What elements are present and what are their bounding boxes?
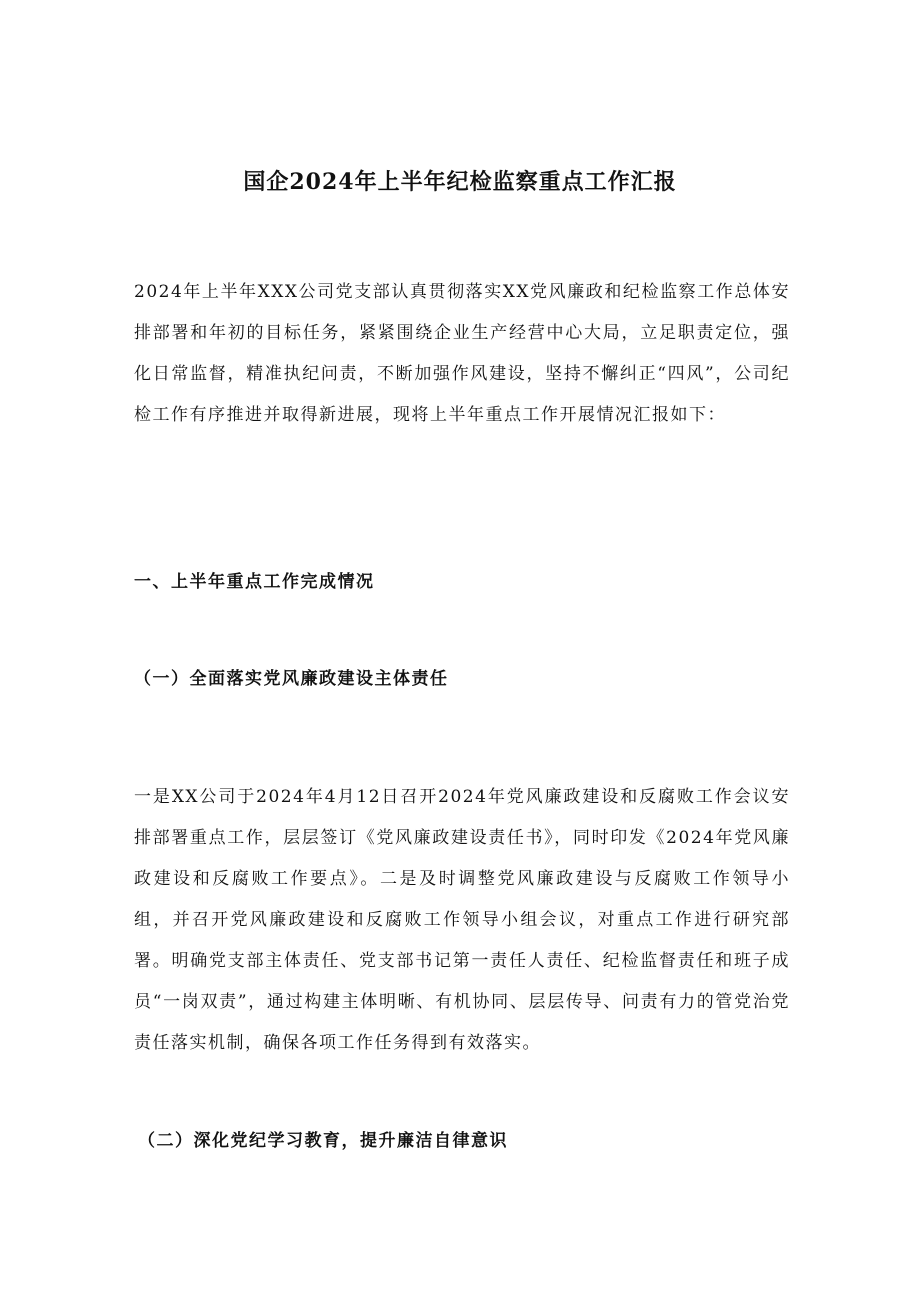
subsection-heading-2: （二）深化党纪学习教育，提升廉洁自律意识 <box>138 1131 508 1151</box>
subsection-heading-1: （一）全面落实党风廉政建设主体责任 <box>134 669 449 689</box>
subsection-1-paragraph: 一是XX公司于2024年4月12日召开2024年党风廉政建设和反腐败工作会议安排部署重点工作，层层签订《党风廉政建设责任书》，同时印发《2024年党风廉政建设和反腐败工作要点》。二是及时调整党风廉政建设与反腐败工作领导小组，并召开党风廉政建设和反腐败工作领导小组会议，对重点工作进行研究部署。明确党支部主体责任、党支部书记第一责任人责任、纪检监督责任和班子成员“一岗双责”，通过构建主体明晰、有机协同、层层传导、问责有力的管党治党责任落实机制，确保各项工作任务得到有效落实。 <box>134 787 790 1053</box>
intro-paragraph: 2024年上半年XXX公司党支部认真贯彻落实XX党风廉政和纪检监察工作总体安排部署和年初的目标任务，紧紧围绕企业生产经营中心大局，立足职责定位，强化日常监督，精准执纪问责，不断加强作风建设，坚持不懈纠正“四风”，公司纪检工作有序推进并取得新进展，现将上半年重点工作开展情况汇报如下： <box>134 282 790 425</box>
document-title: 国企2024年上半年纪检监察重点工作汇报 <box>243 168 677 195</box>
section-heading-1: 一、上半年重点工作完成情况 <box>134 572 375 592</box>
